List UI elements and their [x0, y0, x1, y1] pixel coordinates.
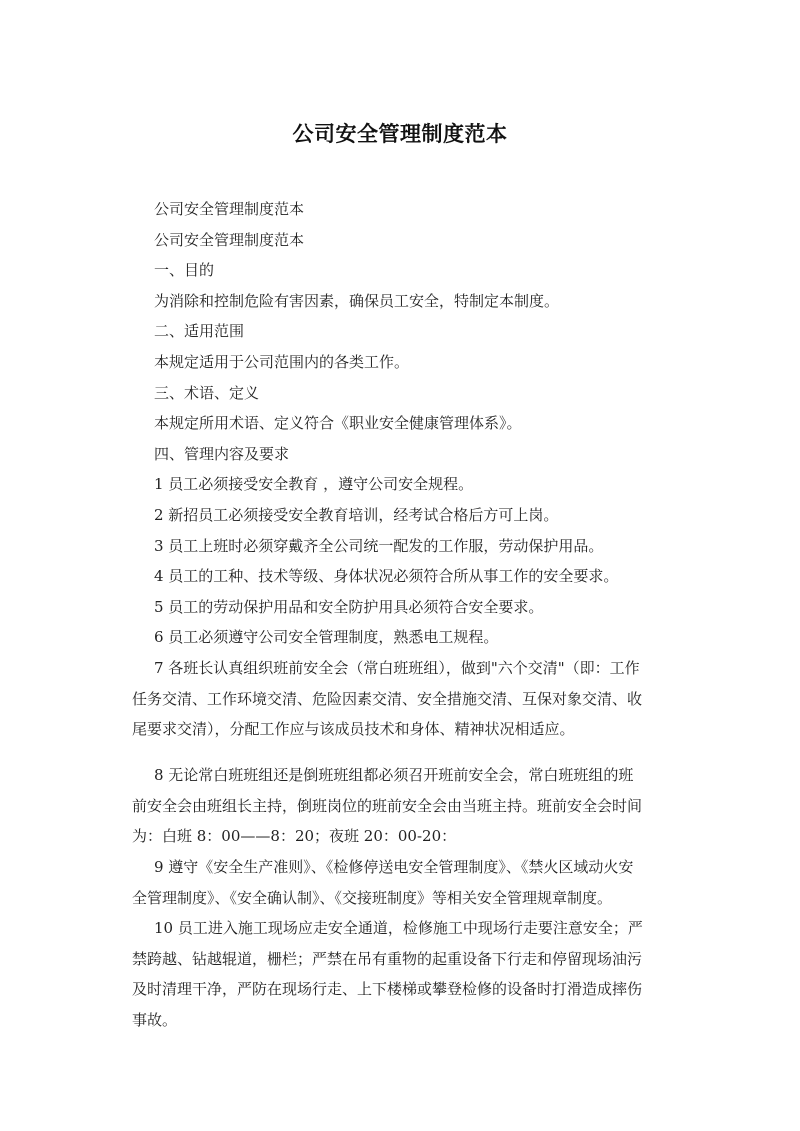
subtitle-line-1: 公司安全管理制度范本 [154, 200, 305, 218]
paragraph-7-line-2: 任务交清、工作环境交清、危险因素交清、安全措施交清、互保对象交清、收 [132, 689, 643, 708]
purpose-text: 为消除和控制危险有害因素，确保员工安全，特制定本制度。 [154, 291, 560, 310]
document-body [154, 194, 684, 653]
requirement-item-2: 2 新招员工必须接受安全教育培训，经考试合格后方可上岗。 [154, 505, 559, 524]
subtitle-line-2: 公司安全管理制度范本 [154, 230, 305, 249]
scope-text: 本规定适用于公司范围内的各类工作。 [154, 352, 410, 371]
paragraph-9-line-1: 9 遵守《安全生产准则》、《检修停送电安全管理制度》、《禁火区域动火安 [154, 858, 634, 876]
paragraph-10-line-3: 及时清理干净，严防在现场行走、上下楼梯或攀登检修的设备时打滑造成摔伤 [132, 980, 643, 999]
document-title: 公司安全管理制度范本 [292, 122, 508, 146]
section-heading-terms: 三、术语、定义 [154, 383, 260, 402]
paragraph-8-line-2: 前安全会由班组长主持，倒班岗位的班前安全会由当班主持。班前安全会时间 [132, 796, 643, 815]
paragraph-8-line-3: 为：白班 8：00——8：20；夜班 20：00-20： [132, 827, 457, 846]
paragraph-8-line-1: 8 无论常白班班组还是倒班班组都必须召开班前安全会，常白班班组的班 [154, 766, 634, 784]
requirement-item-5: 5 员工的劳动保护用品和安全防护用具必须符合安全要求。 [154, 597, 544, 616]
section-heading-requirements: 四、管理内容及要求 [154, 444, 290, 463]
paragraph-10-line-1: 10 员工进入施工现场应走安全通道，检修施工中现场行走要注意安全；严 [154, 919, 643, 937]
terms-text: 本规定所用术语、定义符合《职业安全健康管理体系》。 [154, 414, 522, 433]
requirement-item-6: 6 员工必须遵守公司安全管理制度，熟悉电工规程。 [154, 628, 499, 647]
paragraph-7-line-1: 7 各班长认真组织班前安全会（常白班班组），做到"六个交清"（即：工作 [154, 659, 640, 677]
paragraph-7 [132, 653, 694, 745]
paragraph-9-line-2: 全管理制度》、《安全确认制》、《交接班制度》等相关安全管理规章制度。 [132, 888, 613, 907]
requirement-item-3: 3 员工上班时必须穿戴齐全公司统一配发的工作服，劳动保护用品。 [154, 536, 604, 555]
paragraph-7-line-3: 尾要求交清），分配工作应与该成员技术和身体、精神状况相适应。 [132, 720, 575, 739]
requirement-item-4: 4 员工的工种、技术等级、身体状况必须符合所从事工作的安全要求。 [154, 567, 619, 586]
paragraph-9 [132, 852, 694, 913]
section-heading-scope: 二、适用范围 [154, 322, 245, 341]
requirement-item-1: 1 员工必须接受安全教育 ，遵守公司安全规程。 [154, 475, 474, 494]
paragraph-10 [132, 913, 694, 1035]
section-heading-purpose: 一、目的 [154, 261, 215, 280]
paragraph-8 [132, 760, 694, 852]
paragraph-10-line-2: 禁跨越、钻越辊道，栅栏；严禁在吊有重物的起重设备下行走和停留现场油污 [132, 949, 643, 968]
paragraph-10-line-4: 事故。 [132, 1010, 178, 1029]
